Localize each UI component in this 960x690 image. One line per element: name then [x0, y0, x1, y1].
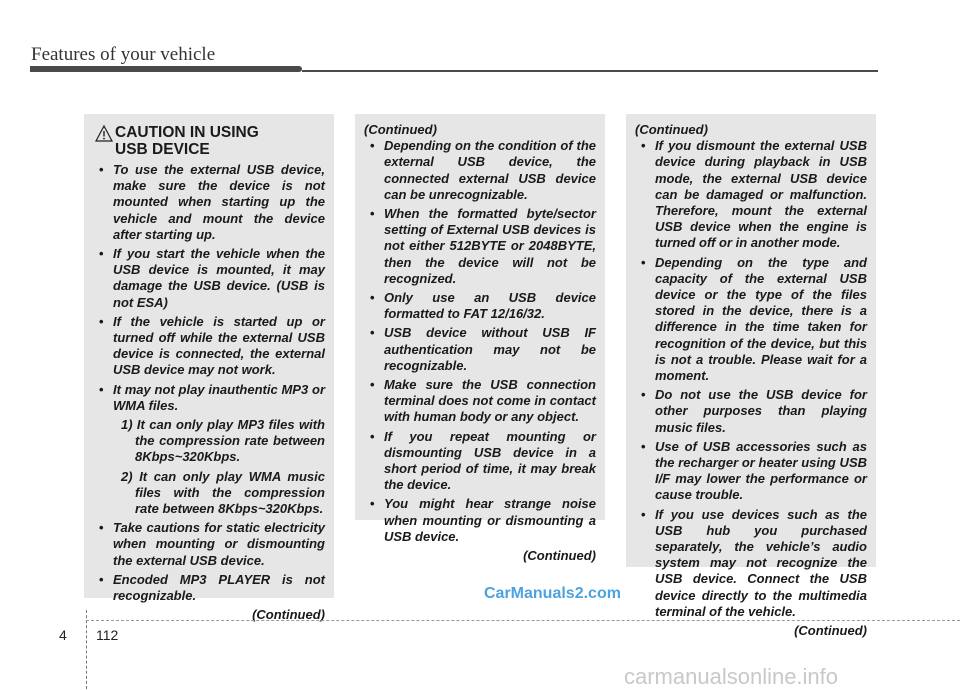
list-item: • Only use an USB device formatted to FAT 12/16/32. [364, 290, 596, 322]
footer-divider-horizontal [86, 620, 960, 621]
page-number: 112 [96, 627, 119, 643]
section-number: 4 [59, 627, 67, 643]
continued-heading: (Continued) [364, 122, 437, 137]
sub-list [113, 417, 325, 517]
caution-title-line2: USB DEVICE [115, 141, 210, 158]
list-item: • If you use devices such as the USB hub you purchased separately, the vehicle’s audio system may not recognize the USB device. Connect the USB device directly to the multimedia terminal of the vehicle. [635, 507, 867, 620]
list-item-text: It may not play inauthentic MP3 or WMA files. [113, 381, 325, 413]
caution-list [364, 138, 596, 545]
caution-list [93, 162, 325, 604]
continued-heading: (Continued) [635, 122, 708, 137]
sub-list-item: 2) It can only play WMA music files with the compression rate between 8Kbps~320Kbps. [121, 468, 325, 517]
caution-box-usb [84, 114, 334, 623]
list-item [93, 382, 325, 518]
caution-heading [93, 124, 325, 158]
continued-label: (Continued) [252, 607, 325, 623]
header-rule [302, 70, 878, 72]
list-item: • To use the external USB device, make sure the device is not mounted when starting up the vehicle and mount the device after starting up. [93, 162, 325, 243]
list-item: • USB device without USB IF authentication may not be recognizable. [364, 325, 596, 374]
list-item: • Depending on the condition of the external USB device, the connected external USB device can be unrecognizable. [364, 138, 596, 203]
list-item: • You might hear strange noise when mounting or dismounting a USB device. [364, 496, 596, 545]
list-item: • Make sure the USB connection terminal does not come in contact with human body or any object. [364, 377, 596, 426]
warning-triangle-icon [95, 125, 113, 142]
caution-list [635, 138, 867, 620]
watermark-brand[interactable]: CarManuals2.com [484, 585, 621, 602]
continued-label: (Continued) [794, 623, 867, 639]
list-item: • When the formatted byte/sector setting of External USB devices is not either 512BYTE or 2048BYTE, then the device will not be recognized. [364, 206, 596, 287]
page-header-title: Features of your vehicle [31, 44, 216, 65]
list-item: • Do not use the USB device for other purposes than playing music files. [635, 387, 867, 436]
list-item: • If you start the vehicle when the USB device is mounted, it may damage the USB device. (USB is not ESA) [93, 246, 325, 311]
list-item: • If you repeat mounting or dismounting USB device in a short period of time, it may break the device. [364, 429, 596, 494]
list-item: • Depending on the type and capacity of the external USB device or the type of the files stored in the device, there is a difference in the time taken for recognition of the device, but this is not a trouble. Please wait for a moment. [635, 255, 867, 385]
caution-title-line1: CAUTION IN USING [115, 124, 259, 141]
list-item: • If the vehicle is started up or turned off while the external USB device is connected, the external USB device may not work. [93, 314, 325, 379]
list-item: • Take cautions for static electricity when mounting or dismounting the external USB device. [93, 520, 325, 569]
header-bar [30, 66, 302, 72]
list-item: • Encoded MP3 PLAYER is not recognizable. [93, 572, 325, 604]
list-item: • If you dismount the external USB device during playback in USB mode, the external USB device can be damaged or malfunction. Therefore, mount the external USB device when the engine is turned off or in another mode. [635, 138, 867, 251]
continued-box-2 [355, 114, 605, 564]
continued-label: (Continued) [523, 548, 596, 564]
watermark-site: carmanualsonline.info [624, 664, 839, 689]
sub-list-item: 1) It can only play MP3 files with the compression rate between 8Kbps~320Kbps. [121, 417, 325, 465]
footer-divider-vertical [86, 610, 87, 689]
continued-box-3 [626, 114, 876, 639]
list-item: • Use of USB accessories such as the recharger or heater using USB I/F may lower the performance or cause trouble. [635, 439, 867, 504]
